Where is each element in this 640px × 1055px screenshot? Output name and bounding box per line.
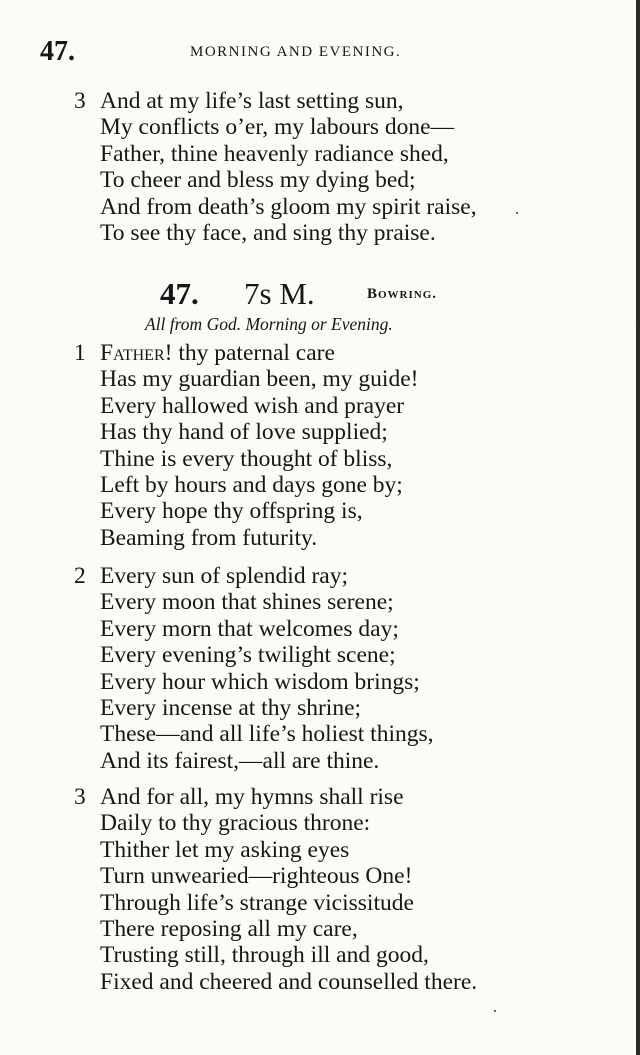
ink-speck <box>516 212 518 214</box>
prev-hymn-verse <box>0 88 560 246</box>
verse-line-text: To cheer and bless my dying bed; <box>100 167 416 194</box>
verse-line-text: Every incense at thy shrine; <box>100 694 362 721</box>
verse-first-word: Father <box>100 340 165 366</box>
verse-line <box>0 340 560 366</box>
page-spine-edge <box>636 0 640 1055</box>
verse-line <box>0 446 560 472</box>
verse-line <box>0 419 560 445</box>
verse-line-text <box>100 340 335 366</box>
verse-line-text: And its fairest,—all are thine. <box>100 747 380 774</box>
verse-line-text: And at my life’s last setting sun, <box>100 88 404 114</box>
verse-line-text: Daily to thy gracious throne: <box>100 810 371 837</box>
verse-line-text: Trusting still, through ill and good, <box>100 942 429 969</box>
ink-speck <box>494 1010 496 1012</box>
verse-line-text: Beaming from futurity. <box>100 524 318 551</box>
hymn-subtitle: All from God. Morning or Evening. <box>145 314 393 334</box>
verse-number: 1 <box>74 340 86 366</box>
verse-line <box>0 969 560 995</box>
verse-line-text: To see thy face, and sing thy praise. <box>100 219 436 246</box>
verse-line-text: These—and all life’s holiest things, <box>100 721 434 748</box>
verse-line <box>0 916 560 942</box>
verse-line <box>0 472 560 498</box>
verse-line <box>0 695 560 721</box>
verse-line-text: Every hallowed wish and prayer <box>100 392 405 419</box>
verse-line <box>0 942 560 968</box>
verse-line <box>0 167 560 193</box>
verse-line <box>0 498 560 524</box>
verse-line-text: My conflicts o’er, my labours done— <box>100 114 455 141</box>
hymn-verse-2 <box>0 563 560 774</box>
hymn-author: Bowring. <box>367 286 438 302</box>
verse-line-text: Every moon that shines serene; <box>100 589 394 616</box>
verse-line <box>0 563 560 589</box>
verse-line-text: Every hope thy offspring is, <box>100 498 363 525</box>
verse-line <box>0 810 560 836</box>
running-title: MORNING AND EVENING. <box>190 44 402 60</box>
ink-speck <box>636 322 638 324</box>
verse-line <box>0 721 560 747</box>
hymn-verse-1 <box>0 340 560 551</box>
verse-line-text: Every evening’s twilight scene; <box>100 642 396 669</box>
verse-line-text: Has thy hand of love supplied; <box>100 419 388 446</box>
verse-line <box>0 748 560 774</box>
verse-line-text: Through life’s strange vicissitude <box>100 889 414 916</box>
hymn-number: 47. <box>160 276 199 311</box>
verse-line <box>0 88 560 114</box>
verse-line-text: Has my guardian been, my guide! <box>100 366 419 393</box>
verse-line <box>0 141 560 167</box>
verse-line-text: Thither let my asking eyes <box>100 836 350 863</box>
verse-line <box>0 194 560 220</box>
hymn-verse-3 <box>0 784 560 995</box>
verse-line-text: Father, thine heavenly radiance shed, <box>100 140 449 167</box>
verse-line-text: Every sun of splendid ray; <box>100 563 349 589</box>
verse-line-text: Every hour which wisdom brings; <box>100 668 420 695</box>
hymn-meter: 7s M. <box>244 276 315 311</box>
verse-line <box>0 525 560 551</box>
verse-line <box>0 393 560 419</box>
verse-line <box>0 890 560 916</box>
verse-line-text: There reposing all my care, <box>100 915 358 942</box>
page-number: 47. <box>40 36 75 67</box>
verse-line <box>0 837 560 863</box>
verse-line <box>0 669 560 695</box>
verse-line <box>0 114 560 140</box>
verse-line <box>0 642 560 668</box>
verse-line-text: Fixed and cheered and counselled there. <box>100 968 478 995</box>
verse-line <box>0 863 560 889</box>
verse-line <box>0 784 560 810</box>
ink-speck <box>636 375 638 377</box>
verse-line <box>0 589 560 615</box>
hymn-heading <box>0 276 640 316</box>
verse-first-line-rest: ! thy paternal care <box>164 340 335 366</box>
verse-number: 2 <box>74 563 86 589</box>
verse-line <box>0 220 560 246</box>
verse-line-text: Every morn that welcomes day; <box>100 615 399 642</box>
verse-line-text: Turn unwearied—righteous One! <box>100 863 413 890</box>
verse-line <box>0 366 560 392</box>
verse-line-text: And for all, my hymns shall rise <box>100 784 404 810</box>
verse-line-text: And from death’s gloom my spirit raise, <box>100 193 477 220</box>
verse-line <box>0 616 560 642</box>
verse-number: 3 <box>74 784 86 810</box>
verse-number: 3 <box>74 88 86 114</box>
verse-line-text: Left by hours and days gone by; <box>100 471 403 498</box>
verse-line-text: Thine is every thought of bliss, <box>100 445 393 472</box>
